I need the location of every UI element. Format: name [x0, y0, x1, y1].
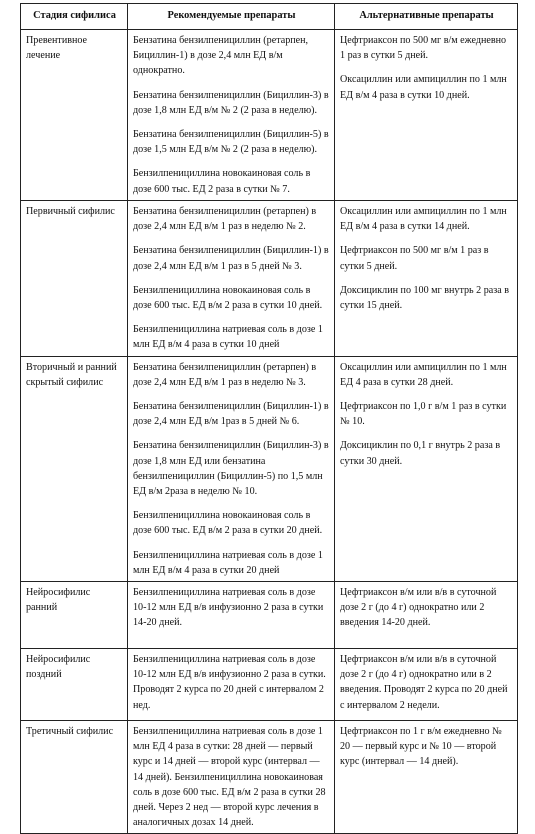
recommended-item: Бензилпенициллина натриевая соль в дозе 10-12 млн ЕД в/в инфузионно 2 раза в сутки. Проводят 2 курса по 20 дней с интервалом 2 нед. — [133, 654, 326, 711]
recommended-cell — [128, 721, 335, 834]
stage-cell: Первичный сифилис — [21, 201, 128, 357]
stage-cell: Вторичный и ранний скрытый сифилис — [21, 356, 128, 581]
table-row — [21, 582, 518, 649]
recommended-item: Бензилпенициллина натриевая соль в дозе 1 млн ЕД 4 раза в сутки: 28 дней — первый курс и 14 дней — второй курс (интервал — 14 дней). Бензилпенициллина новокаиновая соль в дозе 600 тыс. ЕД в/м 2 раза в сутки 28 дней. Через 2 нед — второй курс лечения в аналогичных дозах 14 дней. — [133, 726, 326, 829]
alternative-item: Цефтриаксон в/м или в/в в суточной дозе 2 г (до 4 г) однократно или 2 введения 14-20 дней. — [340, 587, 497, 629]
alternative-item: Доксициклин по 0,1 г внутрь 2 раза в сутки 30 дней. — [340, 440, 501, 467]
table-row — [21, 356, 518, 581]
table-row — [21, 649, 518, 721]
recommended-item: Бензатина бензилпенициллин (ретарпен) в дозе 2,4 млн ЕД в/м 1 раз в неделю № 2. — [133, 206, 317, 233]
alternative-item: Доксициклин по 100 мг внутрь 2 раза в сутки 15 дней. — [340, 284, 510, 312]
recommended-item: Бензатина бензилпенициллин (Бициллин-3) в дозе 1,8 млн ЕД или бензатина бензилпенициллин (Бициллин-5) по 1,5 млн ЕД в/м 2раза в неделю № 10. — [133, 440, 329, 498]
stage-cell: Третичный сифилис — [21, 721, 128, 834]
alternative-cell — [335, 649, 518, 721]
treatment-table — [20, 3, 518, 834]
alternative-item: Цефтриаксон по 1 г в/м ежедневно № 20 — первый курс и № 10 — второй курс (интервал — 14 дней). — [340, 726, 502, 768]
stage-cell: Нейросифилис ранний — [21, 582, 128, 649]
stage-cell: Нейросифилис поздний — [21, 649, 128, 721]
header-recommended: Рекомендуемые препараты — [128, 4, 335, 30]
recommended-item: Бензатина бензилпенициллин (Бициллин-3) в дозе 1,8 млн ЕД в/м № 2 (2 раза в неделю). — [133, 89, 329, 116]
table-row — [21, 201, 518, 357]
alternative-item: Оксациллин или ампициллин по 1 млн ЕД 4 раза в сутки 28 дней. — [340, 361, 507, 388]
recommended-item: Бензилпенициллина натриевая соль в дозе 1 млн ЕД в/м 4 раза в сутки 20 дней — [133, 549, 323, 576]
alternative-cell — [335, 201, 518, 357]
alternative-cell — [335, 30, 518, 201]
alternative-cell — [335, 356, 518, 581]
recommended-cell — [128, 582, 335, 649]
alternative-cell — [335, 721, 518, 834]
alternative-item: Цефтриаксон по 1,0 г в/м 1 раз в сутки № 10. — [340, 401, 507, 428]
recommended-cell — [128, 649, 335, 721]
recommended-cell — [128, 30, 335, 201]
recommended-item: Бензилпенициллина новокаиновая соль в дозе 600 тыс. ЕД 2 раза в сутки № 7. — [133, 168, 311, 195]
recommended-item: Бензилпенициллина новокаиновая соль в дозе 600 тыс. ЕД в/м 2 раза в сутки 20 дней. — [133, 510, 323, 537]
recommended-cell — [128, 201, 335, 357]
alternative-item: Оксациллин или ампициллин по 1 млн ЕД в/м 4 раза в сутки 10 дней. — [340, 74, 507, 101]
header-stage: Стадия сифилиса — [21, 4, 128, 30]
table-row — [21, 721, 518, 834]
alternative-item: Оксациллин или ампициллин по 1 млн ЕД в/м 4 раза в сутки 14 дней. — [340, 206, 507, 233]
table-row — [21, 30, 518, 201]
recommended-cell — [128, 356, 335, 581]
alternative-item: Цефтриаксон по 500 мг в/м ежедневно 1 раз в сутки 5 дней. — [340, 35, 507, 62]
header-alternative: Альтернативные препараты — [335, 4, 518, 30]
header-row — [21, 4, 518, 30]
stage-cell: Превентивное лечение — [21, 30, 128, 201]
alternative-item: Цефтриаксон в/м или в/в в суточной дозе 2 г (до 4 г) однократно или в 2 введения. Проводят 2 курса по 20 дней с интервалом 2 недели. — [340, 654, 508, 711]
recommended-item: Бензилпенициллина новокаиновая соль в дозе 600 тыс. ЕД в/м 2 раза в сутки 10 дней. — [133, 284, 323, 312]
recommended-item: Бензатина бензилпенициллин (ретарпен) в дозе 2,4 млн ЕД в/м 1 раз в неделю № 3. — [133, 361, 317, 388]
recommended-item: Бензатина бензилпенициллин (Бициллин-1) в дозе 2,4 млн ЕД в/м 1раз в 5 дней № 6. — [133, 401, 329, 428]
recommended-item: Бензилпенициллина натриевая соль в дозе 1 млн ЕД в/м 4 раза в сутки 10 дней — [133, 324, 323, 351]
recommended-item: Бензатина бензилпенициллин (Бициллин-1) в дозе 2,4 млн ЕД в/м 1 раз в 5 дней № 3. — [133, 245, 329, 272]
recommended-item: Бензатина бензилпенициллин (Бициллин-5) в дозе 1,5 млн ЕД в/м № 2 (2 раза в неделю). — [133, 129, 329, 156]
recommended-item: Бензилпенициллина натриевая соль в дозе 10-12 млн ЕД в/в инфузионно 2 раза в сутки 14-20 дней. — [133, 587, 324, 629]
alternative-cell — [335, 582, 518, 649]
recommended-item: Бензатина бензилпенициллин (ретарпен, Бициллин-1) в дозе 2,4 млн ЕД в/м однократно. — [133, 35, 309, 77]
alternative-item: Цефтриаксон по 500 мг в/м 1 раз в сутки 5 дней. — [340, 245, 489, 272]
